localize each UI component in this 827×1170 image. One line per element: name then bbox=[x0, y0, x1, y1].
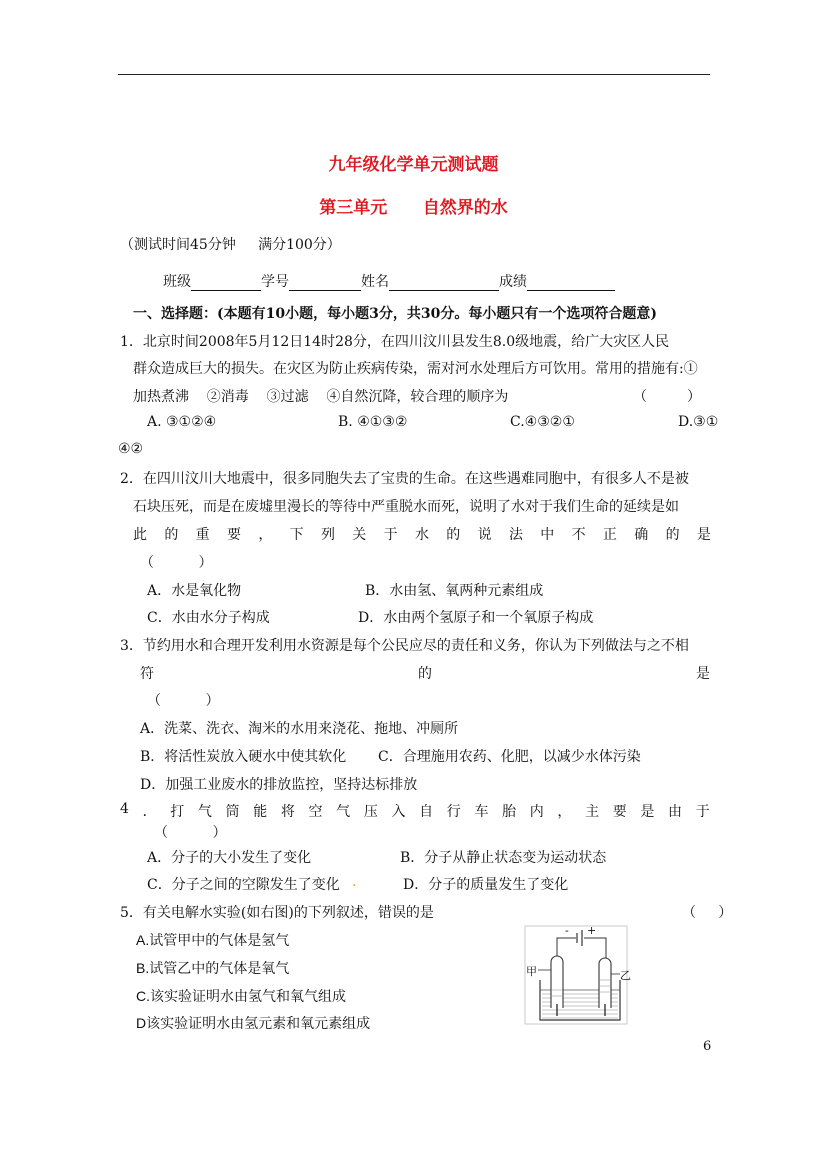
unit-subtitle: 第三单元 自然界的水 bbox=[319, 198, 508, 218]
q1-line-2: 群众造成巨大的损失。在灾区为防止疾病传染，需对河水处理后方可饮用。常用的措施有:① bbox=[133, 361, 698, 377]
q5-option-c: C.该实验证明水由氢气和氧气组成 bbox=[136, 988, 346, 1004]
tube-a-label: 甲 bbox=[526, 965, 537, 978]
q3-line-2: 符 的 是 bbox=[140, 666, 710, 682]
q2-line-1: 2．在四川汶川大地震中，很多同胞失去了宝贵的生命。在这些遇难同胞中，有很多人不是被 bbox=[120, 471, 689, 487]
class-field[interactable] bbox=[191, 275, 261, 291]
q2-option-c: C．水由水分子构成 bbox=[147, 610, 270, 626]
score-label: 成绩 bbox=[499, 274, 527, 290]
name-field[interactable] bbox=[389, 275, 499, 291]
tube-b-label: 乙 bbox=[620, 969, 631, 982]
q3-option-a: A．洗菜、洗衣、淘米的水用来浇花、拖地、冲厕所 bbox=[140, 721, 459, 737]
section-heading: 一、选择题：(本题有10小题，每小题3分，共30分。每小题只有一个选项符合题意) bbox=[133, 306, 657, 322]
q4-option-d: D．分子的质量发生了变化 bbox=[403, 877, 569, 893]
q1-option-a: A. ③①②④ bbox=[147, 414, 217, 430]
header-rule bbox=[118, 74, 710, 75]
student-id-field[interactable] bbox=[289, 275, 361, 291]
test-info: （测试时间45分钟 满分100分） bbox=[120, 237, 341, 253]
q4-option-c-mark: . bbox=[352, 874, 357, 890]
q3-option-b: B．将活性炭放入硬水中使其软化 bbox=[140, 749, 347, 765]
q2-option-d: D．水由两个氢原子和一个氧原子构成 bbox=[358, 610, 594, 626]
battery-minus-label: - bbox=[565, 924, 569, 937]
q5-option-a: A.试管甲中的气体是氢气 bbox=[136, 932, 290, 948]
page-title: 九年级化学单元测试题 bbox=[328, 155, 499, 175]
q2-line-2: 石块压死，而是在废墟里漫长的等待中严重脱水而死，说明了水对于我们生命的延续是如 bbox=[133, 499, 679, 515]
q2-option-b: B．水由氢、氧两种元素组成 bbox=[365, 583, 544, 599]
page-number: 6 bbox=[703, 1039, 712, 1054]
q1-line-1: 1．北京时间2008年5月12日14时28分，在四川汶川县发生8.0级地震，给广大灾区人民 bbox=[120, 334, 670, 350]
student-info-row bbox=[163, 271, 615, 291]
student-id-label: 学号 bbox=[261, 274, 289, 290]
q2-line-3: 此 的 重 要 ， 下 列 关 于 水 的 说 法 中 不 正 确 的 是 bbox=[133, 527, 711, 543]
q1-option-c: C.④③②① bbox=[510, 414, 575, 430]
q3-answer-paren: （ ） bbox=[147, 693, 220, 709]
q4-option-c: C．分子之间的空隙发生了变化 bbox=[147, 877, 340, 893]
q1-option-d: D.③① bbox=[678, 414, 719, 430]
q4-option-a: A．分子的大小发生了变化 bbox=[147, 850, 312, 866]
q3-option-d: D．加强工业废水的排放监控，坚持达标排放 bbox=[140, 777, 418, 793]
q2-answer-paren: （ ） bbox=[140, 555, 213, 571]
q4-line-1: 4 ． 打 气 筒 能 将 空 气 压 入 自 行 车 胎 内 ， 主 要 是 由 于 bbox=[120, 801, 710, 820]
q3-option-c: C．合理施用农药、化肥，以减少水体污染 bbox=[378, 749, 641, 765]
q1-option-d-cont: ④② bbox=[118, 441, 144, 457]
name-label: 姓名 bbox=[361, 274, 389, 290]
q5-option-d: D该实验证明水由氢元素和氧元素组成 bbox=[136, 1015, 371, 1031]
score-field[interactable] bbox=[527, 275, 615, 291]
q5-option-b: B.试管乙中的气体是氧气 bbox=[136, 960, 290, 976]
q2-option-a: A．水是氧化物 bbox=[147, 583, 242, 599]
q1-answer-paren: （ ） bbox=[633, 389, 702, 405]
class-label: 班级 bbox=[163, 274, 191, 290]
q4-answer-paren: （ ） bbox=[154, 825, 227, 841]
q5-answer-paren: （ ） bbox=[682, 905, 733, 921]
q1-option-b: B. ④①③② bbox=[338, 414, 408, 430]
q1-line-3: 加热煮沸 ②消毒 ③过滤 ④自然沉降，较合理的顺序为 bbox=[133, 389, 509, 405]
q3-line-1: 3．节约用水和合理开发利用水资源是每个公民应尽的责任和义务，你认为下列做法与之不相 bbox=[120, 638, 689, 654]
q4-option-b: B．分子从静止状态变为运动状态 bbox=[400, 850, 607, 866]
battery-plus-label: + bbox=[587, 924, 597, 937]
electrolysis-figure bbox=[520, 924, 632, 1028]
q5-line-1: 5．有关电解水实验(如右图)的下列叙述，错误的是 bbox=[120, 905, 434, 921]
